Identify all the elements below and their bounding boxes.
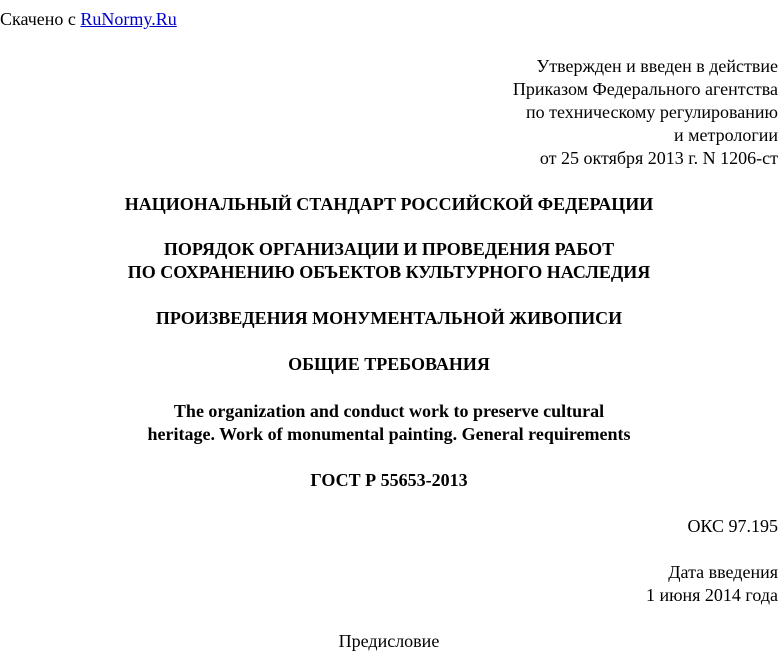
title-line-1: ПОРЯДОК ОРГАНИЗАЦИИ И ПРОВЕДЕНИЯ РАБОТ: [163, 239, 615, 259]
approval-line-1: Утвержден и введен в действие: [536, 56, 778, 76]
english-title-line-2: heritage. Work of monumental painting. General requirements: [147, 424, 631, 444]
approval-line-4: и метрологии: [674, 125, 778, 145]
title-line-2: ПО СОХРАНЕНИЮ ОБЪЕКТОВ КУЛЬТУРНОГО НАСЛЕДИЯ: [127, 262, 651, 282]
approval-line-2: Приказом Федерального агентства: [512, 79, 778, 99]
general-requirements-heading: ОБЩИЕ ТРЕБОВАНИЯ: [288, 354, 490, 374]
foreword-heading: Предисловие: [338, 631, 440, 651]
gost-number: ГОСТ Р 55653-2013: [310, 470, 468, 490]
download-prefix: Скачено с: [0, 9, 81, 29]
oks-code: ОКС 97.195: [687, 516, 778, 536]
approval-line-5: от 25 октября 2013 г. N 1206-ст: [539, 148, 778, 168]
intro-date-value: 1 июня 2014 года: [645, 585, 778, 605]
national-standard-heading: НАЦИОНАЛЬНЫЙ СТАНДАРТ РОССИЙСКОЙ ФЕДЕРАЦИИ: [124, 194, 654, 214]
intro-date-label: Дата введения: [668, 562, 778, 582]
runormy-link[interactable]: RuNormy.Ru: [80, 9, 177, 29]
download-source: [0, 8, 177, 31]
subtitle: ПРОИЗВЕДЕНИЯ МОНУМЕНТАЛЬНОЙ ЖИВОПИСИ: [155, 308, 623, 328]
english-title-line-1: The organization and conduct work to preserve cultural: [173, 401, 605, 421]
approval-line-3: по техническому регулированию: [525, 102, 778, 122]
